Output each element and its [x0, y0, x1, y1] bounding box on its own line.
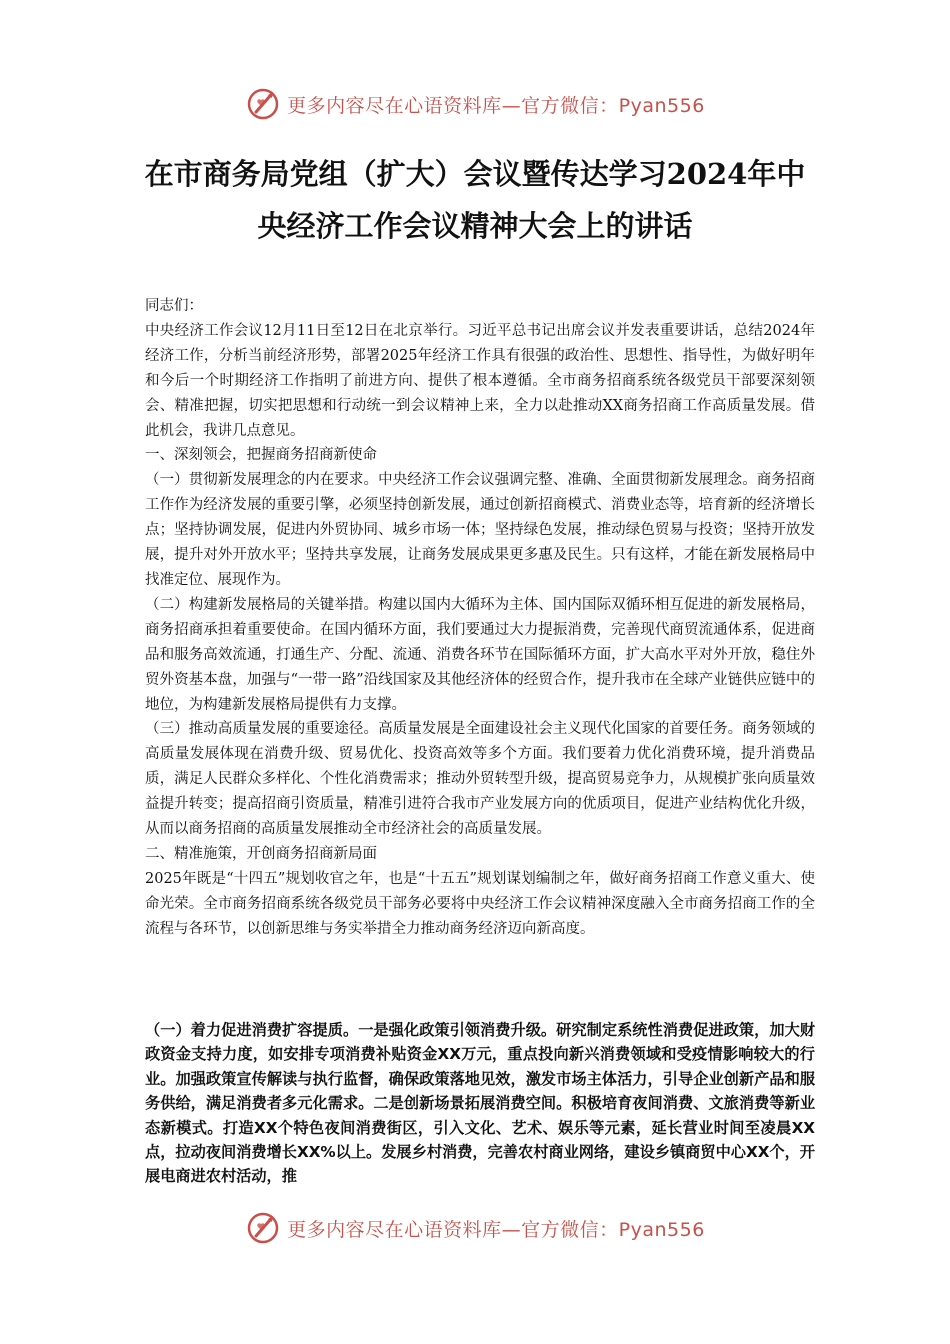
page-title [120, 148, 830, 252]
paragraph-1-3: （三）推动高质量发展的重要途径。高质量发展是全面建设社会主义现代化国家的首要任务。商务领域的高质量发展体现在消费升级、贸易优化、投资高效等多个方面。我们要着力优化消费环境，提升消费品质，满足人民群众多样化、个性化消费需求；推动外贸转型升级，提高贸易竞争力，从规模扩张向质量效益提升转变；提高招商引资质量，精准引进符合我市产业发展方向的优质项目，促进产业结构优化升级，从而以商务招商的高质量发展推动全市经济社会的高质量发展。 [145, 721, 815, 838]
watermark-footer [0, 1208, 950, 1248]
watermark-text: 更多内容尽在心语资料库—官方微信：Pyan556 [287, 94, 705, 117]
paragraph-intro: 中央经济工作会议12月11日至12日在北京举行。习近平总书记出席会议并发表重要讲话，总结2024年经济工作，分析当前经济形势，部署2025年经济工作具有很强的政治性、思想性、指导性，为做好明年和今后一个时期经济工作指明了前进方向、提供了根本遵循。全市商务招商系统各级党员干部要深刻领会、精准把握，切实把思想和行动统一到会议精神上来，全力以赴推动XX商务招商工作高质量发展。借此机会，我讲几点意见。 [145, 322, 815, 439]
paragraph-1-2: （二）构建新发展格局的关键举措。构建以国内大循环为主体、国内国际双循环相互促进的新发展格局，商务招商承担着重要使命。在国内循环方面，我们要通过大力提振消费，完善现代商贸流通体系，促进商品和服务高效流通，打通生产、分配、流通、消费各环节在国际循环方面，扩大高水平对外开放，稳住外贸外资基本盘，加强与“一带一路”沿线国家及其他经济体的经贸合作，提升我市在全球产业链供应链中的地位，为构建新发展格局提供有力支撑。 [145, 596, 815, 713]
greeting: 同志们： [145, 298, 203, 314]
title-line-2: 央经济工作会议精神大会上的讲话 [257, 209, 693, 243]
document-body [145, 294, 815, 942]
paragraph-2-1: （一）着力促进消费扩容提质。一是强化政策引领消费升级。研究制定系统性消费促进政策，加大财政资金支持力度，如安排专项消费补贴资金XX万元，重点投向新兴消费领域和受疫情影响较大的行业。加强政策宣传解读与执行监督，确保政策落地见效，激发市场主体活力，引导企业创新产品和服务供给，满足消费者多元化需求。二是创新场景拓展消费空间。积极培育夜间消费、文旅消费等新业态新模式。打造XX个特色夜间消费街区，引入文化、艺术、娱乐等元素，延长营业时间至凌晨XX点，拉动夜间消费增长XX%以上。发展乡村消费，完善农村商业网络，建设乡镇商贸中心XX个，开展电商进农村活动，推 [145, 1021, 815, 1186]
section-heading-1: 一、深刻领会，把握商务招商新使命 [145, 447, 377, 464]
title-line-1: 在市商务局党组（扩大）会议暨传达学习2024年中 [144, 157, 806, 191]
pen-heart-logo-icon [245, 1210, 281, 1246]
pen-heart-logo-icon [245, 86, 281, 122]
paragraph-1-1: （一）贯彻新发展理念的内在要求。中央经济工作会议强调完整、准确、全面贯彻新发展理念。商务招商工作作为经济发展的重要引擎，必须坚持创新发展，通过创新招商模式、消费业态等，培育新的经济增长点；坚持协调发展，促进内外贸协同、城乡市场一体；坚持绿色发展，推动绿色贸易与投资；坚持开放发展，提升对外开放水平；坚持共享发展，让商务发展成果更多惠及民生。只有这样，才能在新发展格局中找准定位、展现作为。 [145, 472, 815, 588]
bold-paragraph [145, 1018, 815, 1194]
paragraph-2-intro: 2025年既是“十四五”规划收官之年，也是“十五五”规划谋划编制之年，做好商务招商工作意义重大、使命光荣。全市商务招商系统各级党员干部务必要将中央经济工作会议精神深度融入全市商务招商工作的全流程与各环节，以创新思维与务实举措全力推动商务经济迈向新高度。 [145, 870, 815, 937]
watermark-header [0, 84, 950, 124]
watermark-text: 更多内容尽在心语资料库—官方微信：Pyan556 [287, 1218, 705, 1241]
section-heading-2: 二、精准施策，开创商务招商新局面 [145, 845, 377, 862]
